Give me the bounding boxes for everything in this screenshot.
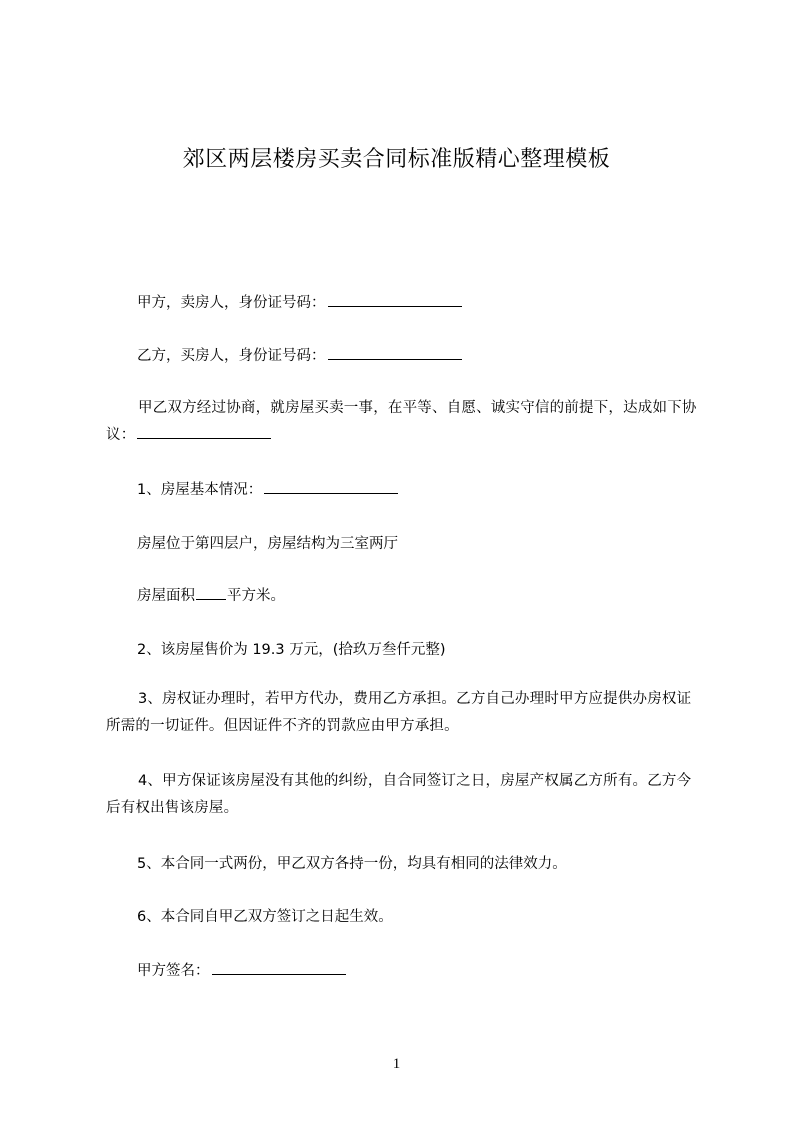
area-prefix: 房屋面积 <box>137 588 195 604</box>
location-line: 房屋位于第四层户，房屋结构为三室两厅 <box>137 536 398 552</box>
intro-text: 甲乙双方经过协商，就房屋买卖一事，在平等、自愿、诚实守信的前提下，达成如下协议： <box>106 400 697 443</box>
document-title: 郊区两层楼房买卖合同标准版精心整理模板 <box>182 147 611 172</box>
party-b-line <box>137 344 462 365</box>
signature-blank <box>212 962 346 975</box>
item-2-line: 2、该房屋售价为 19.3 万元，(拾玖万叁仟元整) <box>137 642 446 658</box>
area-line <box>137 584 285 605</box>
item-1-blank <box>264 481 398 494</box>
area-suffix: 平方米。 <box>227 588 285 604</box>
item-4-paragraph: 4、甲方保证该房屋没有其他的纠纷，自合同签订之日，房屋产权属乙方所有。乙方今后有权出售该房屋。 <box>106 773 692 816</box>
item-5-line: 5、本合同一式两份，甲乙双方各持一份，均具有相同的法律效力。 <box>137 856 567 872</box>
item-3-paragraph: 3、房权证办理时，若甲方代办，费用乙方承担。乙方自己办理时甲方应提供办房权证所需的一切证件。但因证件不齐的罚款应由甲方承担。 <box>106 691 692 734</box>
party-b-id-blank <box>328 347 462 360</box>
signature-label: 甲方签名： <box>137 963 210 979</box>
item-1-line <box>137 478 398 499</box>
area-blank <box>196 587 226 600</box>
page-number: 1 <box>392 1056 401 1072</box>
party-a-id-blank <box>328 294 462 307</box>
intro-paragraph <box>106 395 706 449</box>
party-a-line <box>137 291 462 312</box>
party-a-label: 甲方，卖房人，身份证号码： <box>137 295 326 311</box>
item-1-label: 1、房屋基本情况： <box>137 482 263 498</box>
item-6-line: 6、本合同自甲乙双方签订之日起生效。 <box>137 909 393 925</box>
signature-line <box>137 959 346 980</box>
party-b-label: 乙方，买房人，身份证号码： <box>137 348 326 364</box>
intro-blank <box>137 426 271 439</box>
